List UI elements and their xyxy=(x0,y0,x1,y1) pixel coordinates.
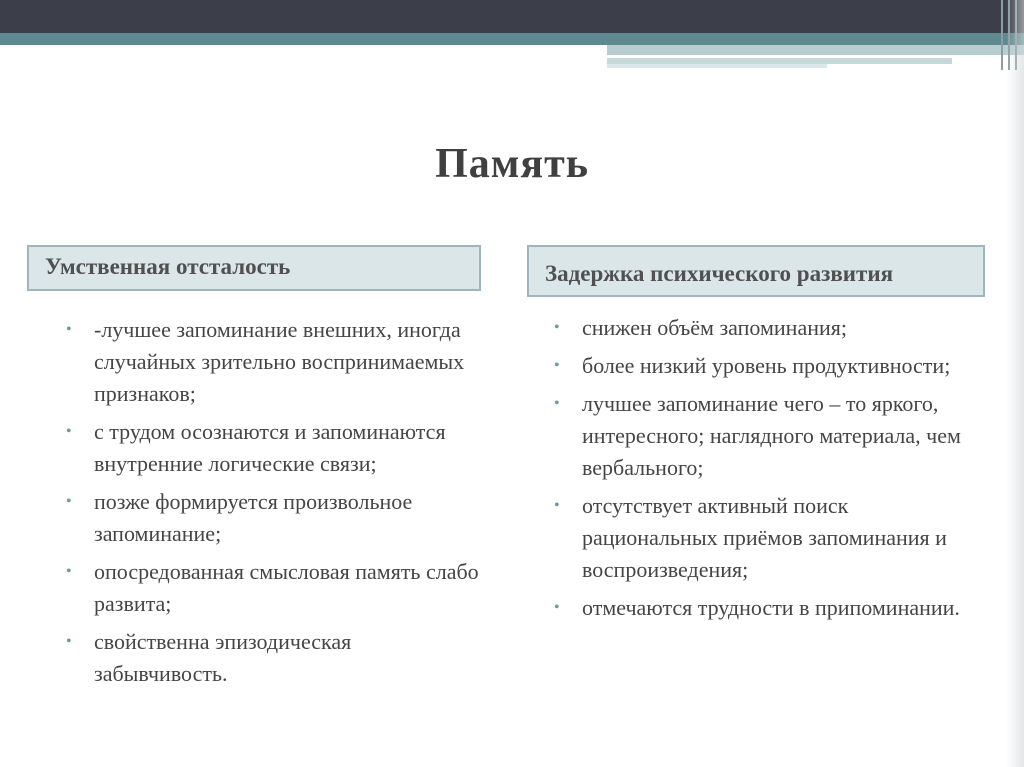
list-item: • более низкий уровень продуктивности; xyxy=(550,350,980,382)
list-item: • с трудом осознаются и запоминаются внутренние логические связи; xyxy=(62,416,482,480)
right-column-header: Задержка психического развития xyxy=(527,245,985,297)
bullet-icon: • xyxy=(66,493,72,510)
list-item: • отсутствует активный поиск рациональных приёмов запоминания и воспроизведения; xyxy=(550,490,980,586)
left-column-header: Умственная отсталость xyxy=(27,245,481,291)
top-teal-bar xyxy=(0,33,1024,45)
page-edge-shadow xyxy=(1006,0,1024,767)
bullet-icon: • xyxy=(554,357,560,374)
bullet-icon: • xyxy=(66,633,72,650)
bullet-icon: • xyxy=(554,319,560,336)
bullet-icon: • xyxy=(66,563,72,580)
bullet-icon: • xyxy=(554,497,560,514)
list-item: • -лучшее запоминание внешних, иногда случайных зрительно воспринимаемых признаков; xyxy=(62,314,482,410)
list-item: • свойственна эпизодическая забывчивость. xyxy=(62,626,482,690)
bullet-icon: • xyxy=(554,395,560,412)
bullet-icon: • xyxy=(554,599,560,616)
list-item: • снижен объём запоминания; xyxy=(550,312,980,344)
list-item: • опосредованная смысловая память слабо развита; xyxy=(62,556,482,620)
left-bullet-list xyxy=(62,314,482,696)
decor-vertical-line xyxy=(1001,0,1003,70)
bullet-icon: • xyxy=(66,423,72,440)
bullet-icon: • xyxy=(66,321,72,338)
decor-light-bar-3 xyxy=(607,64,827,68)
slide-title: Память xyxy=(435,141,589,187)
top-dark-bar xyxy=(0,0,1024,33)
list-item: • позже формируется произвольное запоминание; xyxy=(62,486,482,550)
list-item: • отмечаются трудности в припоминании. xyxy=(550,592,980,624)
decor-light-bar xyxy=(607,45,1024,55)
right-bullet-list xyxy=(550,312,980,630)
list-item: • лучшее запоминание чего – то яркого, интересного; наглядного материала, чем вербального; xyxy=(550,388,980,484)
